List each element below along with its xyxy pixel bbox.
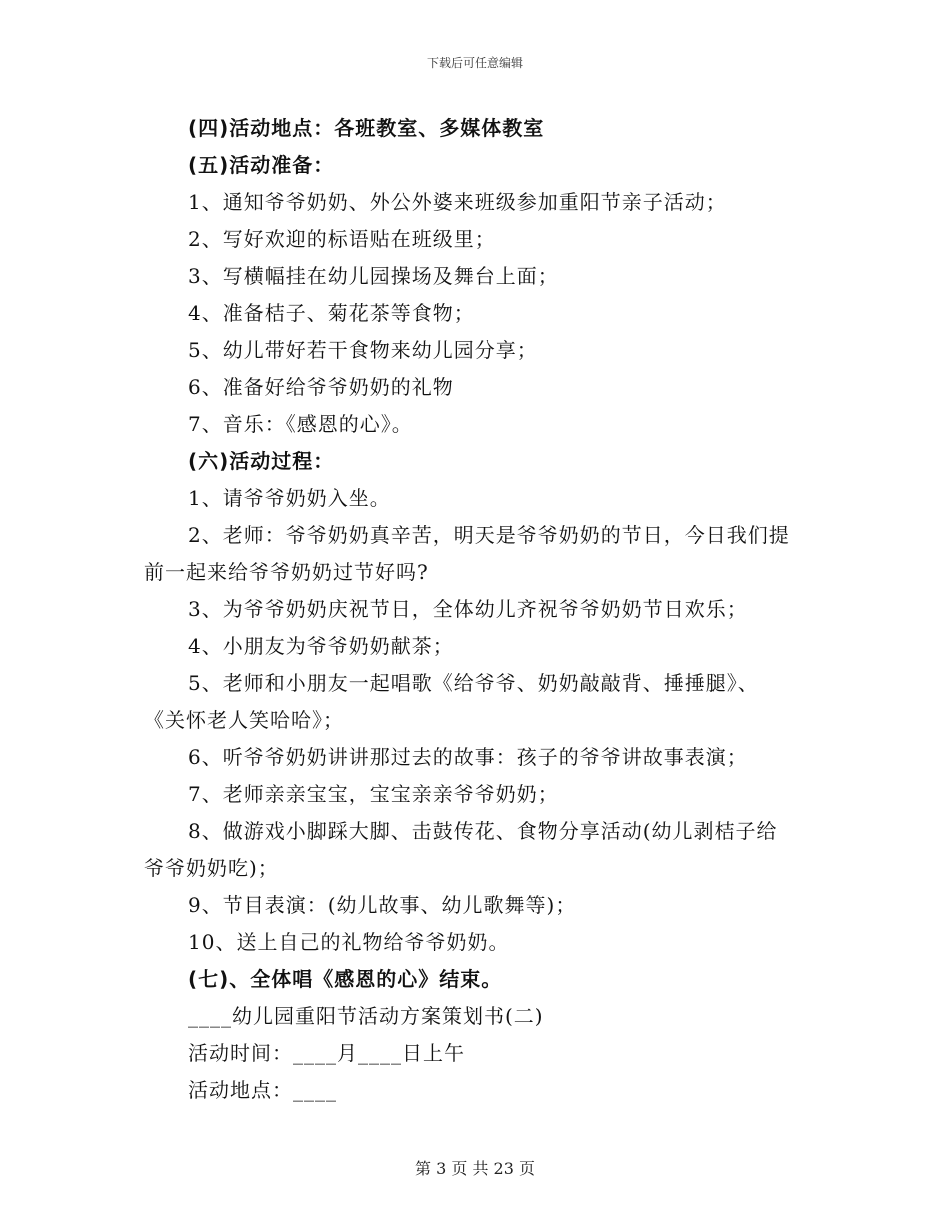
list-item: 6、听爷爷奶奶讲讲那过去的故事：孩子的爷爷讲故事表演；	[188, 745, 748, 769]
list-item: 9、节目表演：(幼儿故事、幼儿歌舞等)；	[188, 893, 577, 917]
section-heading-process: (六)活动过程：	[188, 449, 335, 473]
section-heading-closing: (七)、全体唱《感恩的心》结束。	[188, 967, 503, 991]
list-item: 4、准备桔子、菊花茶等食物；	[188, 301, 475, 325]
list-item: 3、为爷爷奶奶庆祝节日，全体幼儿齐祝爷爷奶奶节日欢乐；	[188, 597, 748, 621]
list-item-continuation: 前一起来给爷爷奶奶过节好吗?	[144, 560, 429, 584]
list-item: 10、送上自己的礼物给爷爷奶奶。	[188, 930, 510, 954]
list-item: 1、通知爷爷奶奶、外公外婆来班级参加重阳节亲子活动；	[188, 190, 727, 214]
list-item: 5、幼儿带好若干食物来幼儿园分享；	[188, 338, 538, 362]
list-item-continuation: 爷爷奶奶吃)；	[144, 856, 279, 880]
list-item: 4、小朋友为爷爷奶奶献茶；	[188, 634, 454, 658]
list-item: 8、做游戏小脚踩大脚、击鼓传花、食物分享活动(幼儿剥桔子给	[188, 819, 778, 843]
activity-location-line: 活动地点：____	[188, 1078, 337, 1102]
list-item: 7、音乐：《感恩的心》。	[188, 412, 413, 436]
page-header: 下载后可任意编辑	[426, 56, 523, 70]
list-item-continuation: 《关怀老人笑哈哈》；	[144, 708, 344, 732]
section-heading-location: (四)活动地点：各班教室、多媒体教室	[188, 116, 545, 140]
activity-time-line: 活动时间：____月____日上午	[188, 1041, 465, 1065]
list-item: 2、写好欢迎的标语贴在班级里；	[188, 227, 496, 251]
section-heading-preparation: (五)活动准备：	[188, 153, 335, 177]
list-item: 2、老师：爷爷奶奶真辛苦，明天是爷爷奶奶的节日，今日我们提	[188, 523, 790, 547]
document-subtitle: ____幼儿园重阳节活动方案策划书(二)	[188, 1004, 544, 1028]
list-item: 1、请爷爷奶奶入坐。	[188, 486, 391, 510]
page-number: 第 3 页 共 23 页	[415, 1159, 535, 1178]
list-item: 6、准备好给爷爷奶奶的礼物	[188, 375, 454, 399]
list-item: 5、老师和小朋友一起唱歌《给爷爷、奶奶敲敲背、捶捶腿》、	[188, 671, 759, 695]
list-item: 3、写横幅挂在幼儿园操场及舞台上面；	[188, 264, 559, 288]
list-item: 7、老师亲亲宝宝，宝宝亲亲爷爷奶奶；	[188, 782, 559, 806]
document-body	[144, 110, 814, 1109]
